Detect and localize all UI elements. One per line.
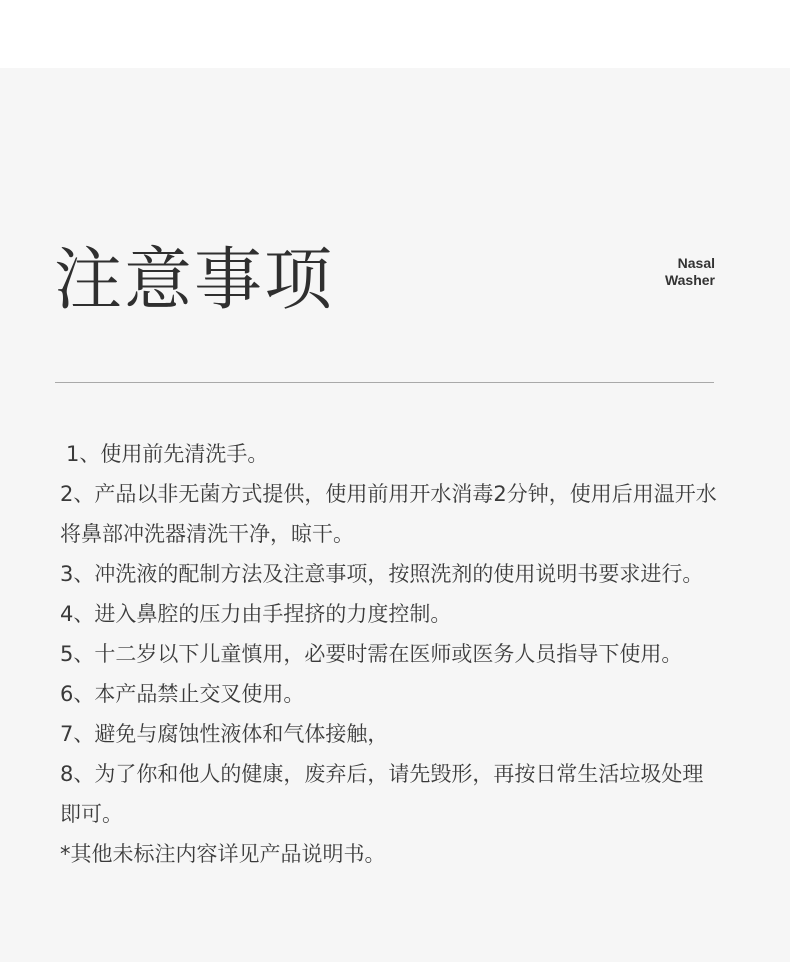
title-divider bbox=[55, 382, 714, 383]
note-item-3: 3、冲洗液的配制方法及注意事项，按照洗剂的使用说明书要求进行。 bbox=[60, 562, 704, 586]
note-item-8: 8、为了你和他人的健康，废弃后，请先毁形，再按日常生活垃圾处理即可。 bbox=[60, 762, 704, 826]
note-item-5: 5、十二岁以下儿童慎用，必要时需在医师或医务人员指导下使用。 bbox=[60, 642, 683, 666]
page-title: 注意事项 bbox=[54, 241, 335, 320]
note-item-4: 4、进入鼻腔的压力由手捏挤的力度控制。 bbox=[60, 602, 452, 626]
note-item-7: 7、避免与腐蚀性液体和气体接触， bbox=[60, 722, 389, 746]
note-footnote: *其他未标注内容详见产品说明书。 bbox=[60, 842, 386, 866]
notes-list bbox=[60, 434, 720, 874]
brand-line-1: Nasal bbox=[677, 255, 715, 271]
brand-label bbox=[665, 255, 715, 289]
content-panel bbox=[0, 68, 790, 962]
brand-line-2: Washer bbox=[664, 272, 715, 288]
note-item-1: 1、使用前先清洗手。 bbox=[66, 442, 269, 466]
note-item-6: 6、本产品禁止交叉使用。 bbox=[60, 682, 305, 706]
note-item-2: 2、产品以非无菌方式提供，使用前用开水消毒2分钟，使用后用温开水将鼻部冲洗器清洗干净，晾干。 bbox=[60, 482, 717, 546]
